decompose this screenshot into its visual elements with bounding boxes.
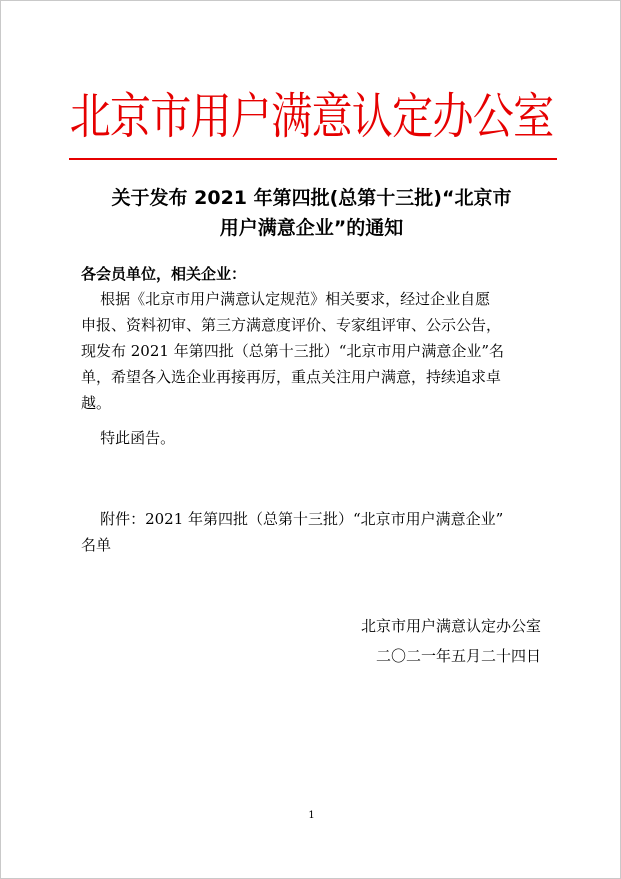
attachment-line: 名单 xyxy=(81,536,112,554)
notice-title-line-1: 关于发布 2021 年第四批(总第十三批)“北京市 xyxy=(111,187,512,209)
letterhead-divider xyxy=(69,158,557,160)
body-line: 申报、资料初审、第三方满意度评价、专家组评审、公示公告， xyxy=(81,316,502,334)
body-line: 单，希望各入选企业再接再厉，重点关注用户满意，持续追求卓 xyxy=(81,368,502,386)
body-line: 现发布 2021 年第四批（总第十三批）“北京市用户满意企业”名 xyxy=(81,342,505,360)
page-number: 1 xyxy=(308,810,315,821)
letterhead-title: 北京市用户满意认定办公室 xyxy=(69,88,554,145)
signature-block xyxy=(301,611,541,671)
attachment-line: 附件：2021 年第四批（总第十三批）“北京市用户满意企业” xyxy=(81,510,504,528)
notice-title-line-2: 用户满意企业”的通知 xyxy=(219,217,404,239)
attachment-note xyxy=(81,506,503,558)
notice-title xyxy=(41,183,582,243)
salutation: 各会员单位，相关企业： xyxy=(81,265,247,283)
closing-remark: 特此函告。 xyxy=(81,429,176,447)
signature-date: 二〇二一年五月二十四日 xyxy=(375,647,541,665)
body-paragraph-1 xyxy=(81,286,504,416)
body-line: 根据《北京市用户满意认定规范》相关要求，经过企业自愿 xyxy=(81,290,491,308)
body-line: 越。 xyxy=(81,394,112,412)
signature-organization: 北京市用户满意认定办公室 xyxy=(360,617,541,635)
body-paragraph-2 xyxy=(81,425,175,451)
